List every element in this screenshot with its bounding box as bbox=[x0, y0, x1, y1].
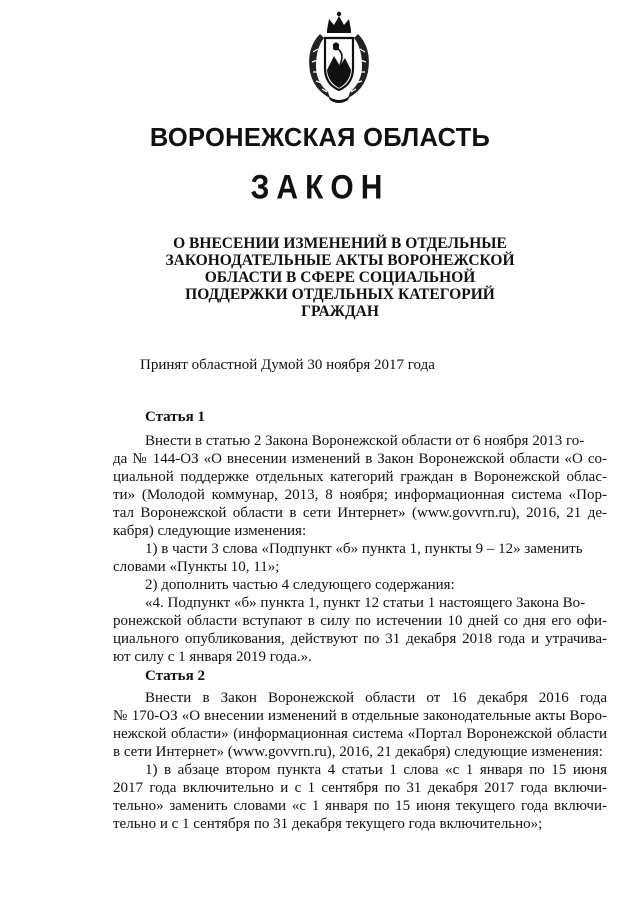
article-1-heading: Статья 1 bbox=[145, 409, 205, 425]
text-line: Внести в Закон Воронежской области от 16 декабря 2016 года bbox=[145, 690, 607, 706]
text-line: № 170-ОЗ «О внесении изменений в отдельные законодательные акты Воро- bbox=[113, 708, 607, 724]
region-name: ВОРОНЕЖСКАЯ ОБЛАСТЬ bbox=[149, 124, 491, 152]
article-2-heading: Статья 2 bbox=[145, 668, 205, 684]
law-title-line: ГРАЖДАН bbox=[301, 303, 379, 320]
text-line: тельно и с 1 сентября по 31 декабря текущего года включительно»; bbox=[113, 816, 543, 832]
article-1-body bbox=[113, 432, 607, 666]
text-line: циального опубликования, действуют по 31 декабря 2018 года и утрачива- bbox=[113, 631, 607, 647]
text-line: нежской области» (информационная система «Портал Воронежской области bbox=[113, 726, 607, 742]
text-line: тельно» заменить словами «с 1 января по 15 июня текущего года включи- bbox=[113, 798, 607, 814]
text-line: 1) в абзаце втором пункта 4 статьи 1 слова «с 1 января по 15 июня bbox=[145, 762, 607, 778]
text-line: ют силу с 1 января 2019 года.». bbox=[113, 649, 312, 665]
text-line: 2) дополнить частью 4 следующего содержания: bbox=[145, 577, 455, 593]
article-2-body bbox=[113, 689, 607, 833]
text-line: ронежской области вступают в силу по истечении 10 дней со дня его офи- bbox=[113, 613, 607, 629]
text-line: кабря) следующие изменения: bbox=[113, 523, 307, 539]
text-line: «4. Подпункт «б» пункта 1, пункт 12 статьи 1 настоящего Закона Во- bbox=[145, 595, 586, 611]
text-line: да № 144-ОЗ «О внесении изменений в Закон Воронежской области «О со- bbox=[113, 451, 607, 467]
law-title-line: ЗАКОНОДАТЕЛЬНЫЕ АКТЫ ВОРОНЕЖСКОЙ bbox=[165, 252, 515, 269]
law-title-line: О ВНЕСЕНИИ ИЗМЕНЕНИЙ В ОТДЕЛЬНЫЕ bbox=[173, 235, 507, 252]
law-title-line: ПОДДЕРЖКИ ОТДЕЛЬНЫХ КАТЕГОРИЙ bbox=[185, 286, 495, 303]
text-line: 2017 года включительно и с 1 сентября по 31 декабря 2017 года включи- bbox=[113, 780, 607, 796]
text-line: в сети Интернет» (www.govvrn.ru), 2016, 21 декабря) следующие изменения: bbox=[113, 744, 603, 760]
text-line: циальной поддержке отдельных категорий граждан в Воронежской облас- bbox=[113, 469, 607, 485]
text-line: тал Воронежской области в сети Интернет» (www.govvrn.ru), 2016, 21 де- bbox=[113, 505, 607, 521]
document-type: ЗАКОН bbox=[250, 168, 390, 207]
law-title bbox=[140, 235, 540, 320]
law-title-line: ОБЛАСТИ В СФЕРЕ СОЦИАЛЬНОЙ bbox=[204, 269, 476, 286]
text-line: ти» (Молодой коммунар, 2013, 8 ноября; информационная система «Пор- bbox=[113, 487, 607, 503]
text-line: Внести в статью 2 Закона Воронежской области от 6 ноября 2013 го- bbox=[145, 433, 585, 449]
voronezh-coat-of-arms-icon bbox=[300, 8, 378, 106]
adoption-statement: Принят областной Думой 30 ноября 2017 года bbox=[140, 357, 435, 373]
text-line: 1) в части 3 слова «Подпункт «б» пункта 1, пункты 9 – 12» заменить bbox=[145, 541, 583, 557]
text-line: словами «Пункты 10, 11»; bbox=[113, 559, 280, 575]
